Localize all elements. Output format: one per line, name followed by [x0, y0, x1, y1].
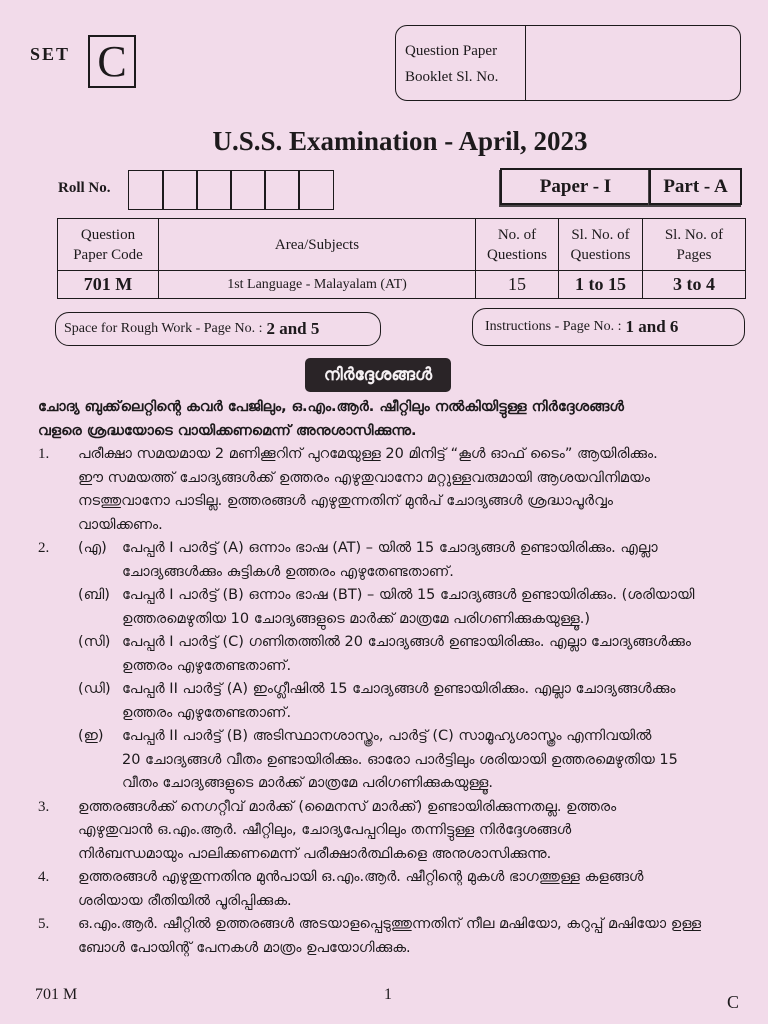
page-range-cell: 3 to 4: [643, 271, 746, 299]
instruction-text: ഈ സമയത്ത് ചോദ്യങ്ങൾക്ക് ഉത്തരം എഴുതുവാനോ മറ്റുള്ളവരുമായി ആശയവിനിമയം: [78, 469, 650, 486]
subitem-label-spacer: [78, 772, 122, 796]
intro-text: വളരെ ശ്രദ്ധയോടെ വായിക്കണമെന്ന് അനുശാസിക്കുന്നു.: [38, 422, 417, 439]
instruction-line: [0, 843, 745, 867]
instruction-line: [0, 749, 745, 773]
table-header-page-range: [643, 219, 746, 271]
rough-work-label: Space for Rough Work - Page No. :: [64, 321, 263, 336]
item-number: 4.: [38, 869, 50, 885]
roll-no-box: [196, 170, 232, 210]
roll-no-box: [230, 170, 266, 210]
table-data-row: [58, 271, 746, 299]
subitem-label: (ഇ): [78, 728, 104, 744]
instruction-text: വീതം ചോദ്യങ്ങളുടെ മാർക്ക് മാത്രമേ പരിഗണിക്കുകയുള്ളൂ.: [122, 775, 494, 791]
subitem-label: (ബി): [78, 587, 110, 603]
instruction-line: [0, 725, 745, 749]
instruction-line: [0, 631, 745, 655]
instruction-line: [0, 537, 745, 561]
header-line: Pages: [676, 246, 712, 263]
item-number-spacer: [38, 561, 78, 585]
header-line: Sl. No. of: [664, 226, 724, 243]
subitem-label-spacer: [78, 655, 122, 679]
instruction-line: [0, 490, 745, 514]
footer-page-number: 1: [384, 986, 392, 1003]
instruction-text: പേപ്പർ II പാർട്ട് (A) ഇംഗ്ലീഷിൽ 15 ചോദ്യങ്ങൾ ഉണ്ടായിരിക്കും. എല്ലാ ചോദ്യങ്ങൾക്കും: [122, 681, 676, 697]
instruction-line: [0, 819, 745, 843]
instruction-line: [0, 866, 745, 890]
item-number-spacer: [38, 467, 78, 491]
item-number-spacer: [38, 490, 78, 514]
set-code-box: [88, 35, 136, 88]
instruction-text: പേപ്പർ II പാർട്ട് (B) അടിസ്ഥാനശാസ്ത്രം, പാർട്ട് (C) സാമൂഹ്യശാസ്ത്രം എന്നിവയിൽ: [122, 728, 652, 744]
instructions-heading: നിർദ്ദേശങ്ങൾ: [305, 358, 451, 392]
roll-no-box: [298, 170, 334, 210]
roll-no-label: Roll No.: [58, 180, 111, 196]
table-header-row: [58, 219, 746, 271]
subitem-label-spacer: [78, 561, 122, 585]
subitem-label-spacer: [78, 749, 122, 773]
paper-code-cell: 701 M: [58, 271, 159, 299]
header-line: No. of: [497, 226, 537, 243]
instruction-text: ഉത്തരം എഴുതേണ്ടതാണ്.: [122, 704, 292, 721]
header-line: Questions: [487, 246, 547, 263]
instruction-text: ഉത്തരങ്ങൾ എഴുതുന്നതിനു മുൻപായി ഒ.എം.ആർ. ഷീറ്റിന്റെ മുകൾ ഭാഗത്തുള്ള കളങ്ങൾ: [78, 869, 644, 885]
header-line: Questions: [570, 246, 631, 263]
item-number-spacer: [38, 584, 78, 608]
rough-work-note: [55, 312, 381, 346]
instruction-line: [0, 890, 745, 914]
instruction-line: [0, 561, 745, 585]
instruction-text: നടത്തുവാനോ പാടില്ല. ഉത്തരങ്ങൾ എഴുതുന്നതിന് മുൻപ് ചോദ്യങ്ങൾ ശ്രദ്ധാപൂർവ്വം: [78, 493, 613, 509]
item-number-spacer: [38, 678, 78, 702]
instruction-text: ഒ.എം.ആർ. ഷീറ്റിൽ ഉത്തരങ്ങൾ അടയാളപ്പെടുത്തുന്നതിന് നീല മഷിയോ, കറുപ്പ് മഷിയോ ഉള്ള: [78, 916, 702, 932]
item-number-spacer: [38, 772, 78, 796]
subitem-label: (ഡി): [78, 681, 111, 697]
footer-set-code: C: [727, 992, 740, 1012]
instructions-page-label: Instructions - Page No. :: [485, 319, 622, 334]
instruction-line: [0, 796, 745, 820]
instruction-text: നിർബന്ധമായും പാലിക്കണമെന്ന് പരീക്ഷാർത്ഥികളെ അനുശാസിക്കുന്നു.: [78, 845, 552, 862]
paper-number-box: Paper - I: [500, 168, 651, 205]
instruction-text: പേപ്പർ I പാർട്ട് (A) ഒന്നാം ഭാഷ (AT) – യിൽ 15 ചോദ്യങ്ങൾ ഉണ്ടായിരിക്കും. എല്ലാ: [122, 540, 658, 556]
instruction-line: [0, 678, 745, 702]
item-number-spacer: [38, 890, 78, 914]
item-number-spacer: [38, 655, 78, 679]
instructions-body: [0, 396, 768, 960]
item-number-spacer: [38, 514, 78, 538]
instruction-text: ചോദ്യങ്ങൾക്കും കുട്ടികൾ ഉത്തരം എഴുതേണ്ടതാണ്.: [122, 563, 454, 580]
intro-text: ചോദ്യ ബുക്ക്‌ലെറ്റിന്റെ കവർ പേജിലും, ഒ.എം.ആർ. ഷീറ്റിലും നൽകിയിട്ടുള്ള നിർദ്ദേശങ്ങൾ: [38, 399, 624, 415]
item-number-spacer: [38, 702, 78, 726]
footer-paper-code: 701 M: [35, 986, 78, 1003]
table-header-no-of-questions: [476, 219, 559, 271]
header-line: Paper Code: [73, 246, 143, 263]
instruction-text: ശരിയായ രീതിയിൽ പൂരിപ്പിക്കുക.: [78, 892, 292, 909]
instruction-text: പേപ്പർ I പാർട്ട് (B) ഒന്നാം ഭാഷ (BT) – യിൽ 15 ചോദ്യങ്ങൾ ഉണ്ടായിരിക്കും. (ശരിയായി: [122, 587, 695, 603]
instruction-line: [0, 937, 745, 961]
rough-work-pages: 2 and 5: [266, 319, 320, 338]
subitem-label: (എ): [78, 540, 107, 556]
booklet-label-line: Question Paper: [405, 43, 498, 59]
booklet-serial-field: [526, 26, 740, 100]
header-line: Sl. No. of: [571, 226, 630, 243]
roll-no-box: [264, 170, 300, 210]
instruction-text: ഉത്തരങ്ങൾക്ക് നെഗറ്റീവ് മാർക്ക് (മൈനസ് മാർക്ക്) ഉണ്ടായിരിക്കുന്നതല്ല. ഉത്തരം: [78, 798, 617, 815]
intro-line: [0, 420, 745, 444]
item-number: 5.: [38, 916, 50, 932]
header-line: Area/Subjects: [274, 236, 360, 253]
table-header-question-range: [559, 219, 643, 271]
instruction-line: [0, 655, 745, 679]
item-number-spacer: [38, 631, 78, 655]
instruction-line: [0, 584, 745, 608]
question-paper-info-table: [57, 218, 746, 299]
item-number: 3.: [38, 798, 50, 815]
instructions-page-note: [472, 308, 745, 346]
subitem-label: (സി): [78, 634, 111, 650]
item-number-spacer: [38, 608, 78, 632]
item-number-spacer: [38, 749, 78, 773]
booklet-label-line: Booklet Sl. No.: [405, 69, 499, 85]
instruction-line: [0, 443, 745, 467]
booklet-serial-label: [396, 26, 526, 100]
item-number: 1.: [38, 446, 50, 462]
roll-no-box: [162, 170, 198, 210]
instruction-text: ഉത്തരമെഴുതിയ 10 ചോദ്യങ്ങളുടെ മാർക്ക് മാത്രമേ പരിഗണിക്കുകയുള്ളൂ.): [122, 610, 591, 627]
subject-cell: 1st Language - Malayalam (AT): [159, 271, 476, 299]
instruction-line: [0, 467, 745, 491]
subitem-label-spacer: [78, 702, 122, 726]
set-code: C: [97, 36, 127, 86]
instructions-pages: 1 and 6: [625, 317, 679, 336]
item-number-spacer: [38, 843, 78, 867]
instruction-text: ഉത്തരം എഴുതേണ്ടതാണ്.: [122, 657, 292, 674]
roll-no-boxes: [128, 170, 334, 210]
table-header-paper-code: [58, 219, 159, 271]
set-label: SET: [30, 44, 71, 64]
subitem-label-spacer: [78, 608, 122, 632]
instruction-text: ബോൾ പോയിന്റ് പേനകൾ മാത്രം ഉപയോഗിക്കുക.: [78, 939, 411, 956]
instruction-line: [0, 913, 745, 937]
instruction-text: വായിക്കണം.: [78, 516, 163, 533]
header-line: Question: [80, 226, 136, 243]
item-number: 2.: [38, 540, 50, 556]
intro-line: [0, 396, 745, 420]
table-header-subjects: [159, 219, 476, 271]
instruction-text: എഴുതുവാൻ ഒ.എം.ആർ. ഷീറ്റിലും, ചോദ്യപേപ്പറിലും തന്നിട്ടുള്ള നിർദ്ദേശങ്ങൾ: [78, 822, 572, 838]
instruction-text: 20 ചോദ്യങ്ങൾ വീതം ഉണ്ടായിരിക്കും. ഓരോ പാർട്ടിലും ശരിയായി ഉത്തരമെഴുതിയ 15: [122, 751, 678, 768]
item-number-spacer: [38, 819, 78, 843]
instruction-line: [0, 772, 745, 796]
item-number-spacer: [38, 725, 78, 749]
item-number-spacer: [38, 937, 78, 961]
instruction-line: [0, 514, 745, 538]
question-range-cell: 1 to 15: [559, 271, 643, 299]
instruction-line: [0, 702, 745, 726]
roll-no-box: [128, 170, 164, 210]
instruction-text: പരീക്ഷാ സമയമായ 2 മണിക്കൂറിന് പുറമേയുള്ള 20 മിനിട്ട് “കൂൾ ഓഫ് ടൈം” ആയിരിക്കും.: [78, 446, 658, 462]
question-count-cell: 15: [476, 271, 559, 299]
instruction-line: [0, 608, 745, 632]
booklet-serial-box: [395, 25, 741, 101]
exam-title: U.S.S. Examination - April, 2023: [212, 126, 588, 156]
part-box: Part - A: [649, 168, 742, 205]
instruction-text: പേപ്പർ I പാർട്ട് (C) ഗണിതത്തിൽ 20 ചോദ്യങ്ങൾ ഉണ്ടായിരിക്കും. എല്ലാ ചോദ്യങ്ങൾക്കും: [122, 634, 691, 650]
